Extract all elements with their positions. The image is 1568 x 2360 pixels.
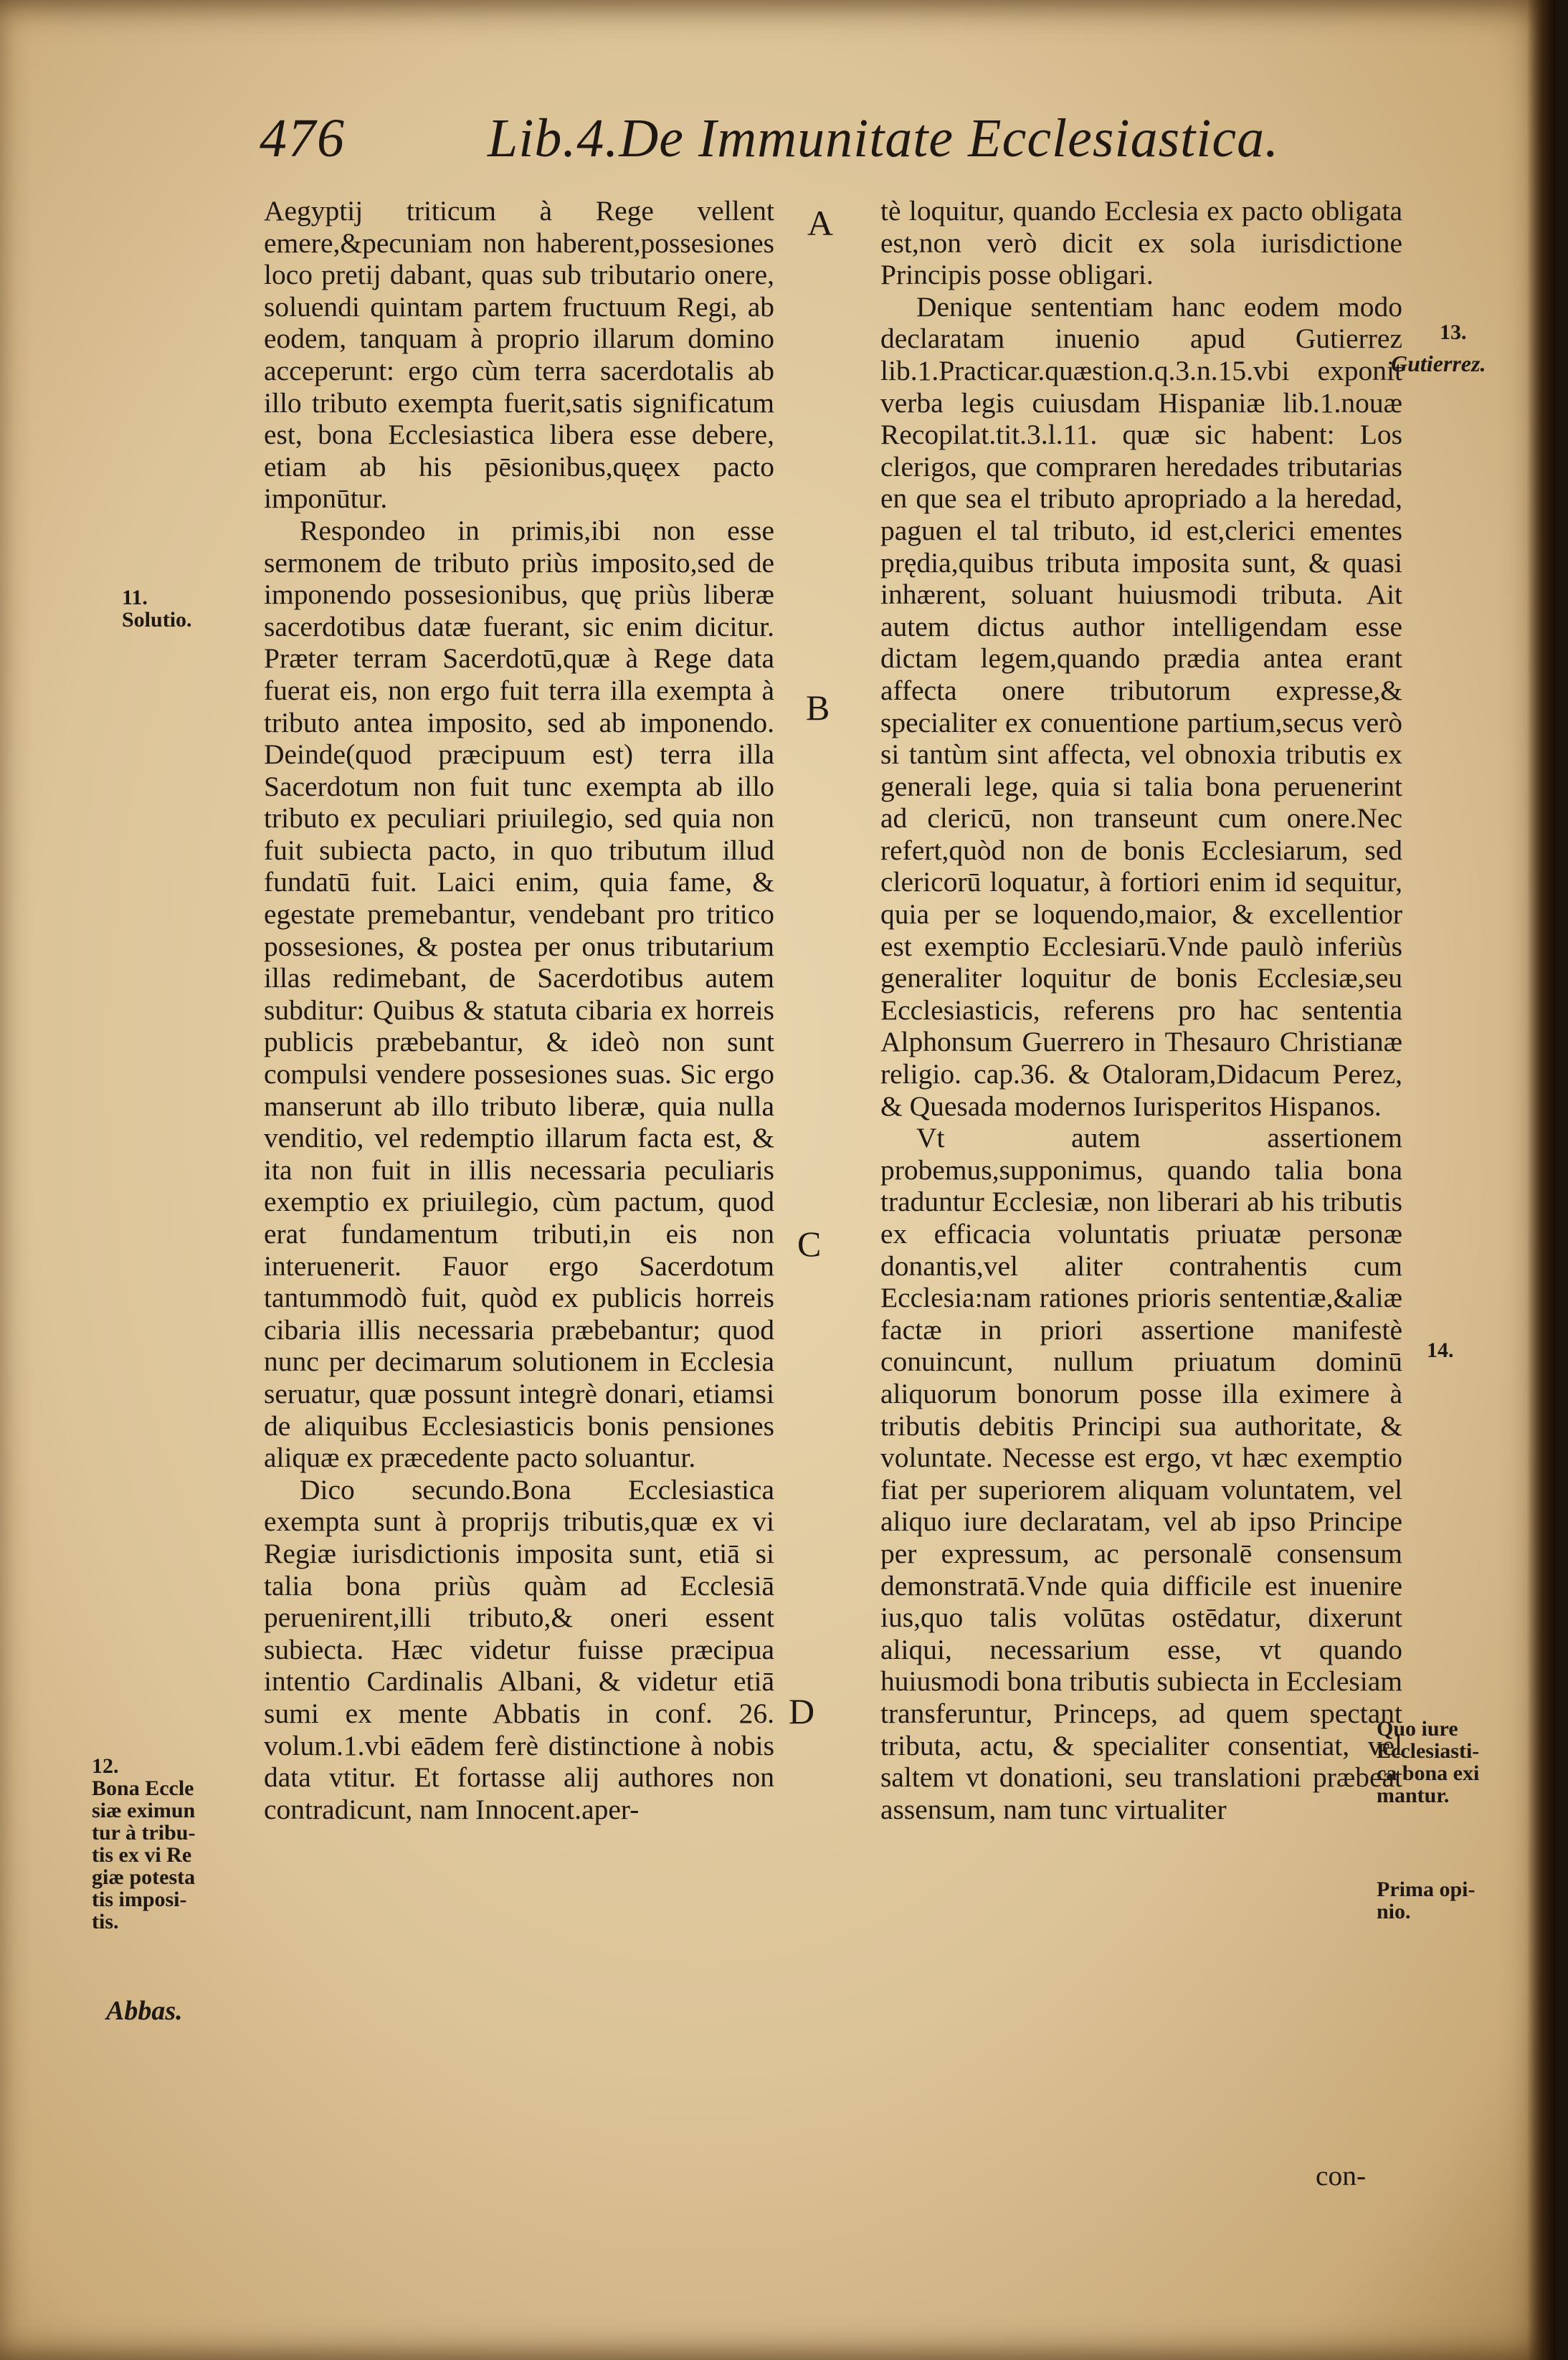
catchword: con- bbox=[1316, 2160, 1367, 2192]
section-letter-c: C bbox=[797, 1224, 822, 1264]
paragraph: Aegyptij triticum à Rege vellent emere,&pecuniam non haberent,possesiones loco pretij dabant, quas sub tributario onere, soluendi quintam partem fructuum Regi, ab eodem, tanquam à proprio illarum domino acceperunt: ergo cùm terra sacerdotalis ab illo tributo exempta fuerit,satis significatum est, bona Ecclesiastica libera esse debere, etiam ab his pēsionibus,quęex pacto imponūtur. bbox=[264, 195, 774, 515]
page-number: 476 bbox=[260, 108, 346, 168]
margin-note-13: 13. bbox=[1440, 320, 1467, 344]
section-letter-b: B bbox=[806, 687, 830, 728]
margin-note-abbas: Abbas. bbox=[106, 1996, 183, 2026]
margin-note-12: 12. Bona Eccle siæ eximun tur à tribu- tis ex vi Re giæ potesta tis imposi- tis. bbox=[92, 1754, 196, 1933]
paragraph: Dico secundo.Bona Ecclesiastica exempta sunt à proprijs tributis,quæ ex vi Regiæ iurisdictionis imposita sunt, etiā si talia bona priùs quàm ad Ecclesiā peruenirent,illi tributo,& oneri essent subiecta. Hæc videtur fuisse præcipua intentio Cardinalis Albani, & videtur etiā sumi ex mente Abbatis in conf. 26. volum.1.vbi eādem ferè distinctione à nobis data vtitur. Et fortasse alij authores non contradicunt, nam Innocent.aper- bbox=[264, 1473, 774, 1825]
margin-note-14: 14. bbox=[1427, 1338, 1454, 1362]
section-letter-a: A bbox=[807, 203, 834, 243]
page-edge-shadow bbox=[1527, 0, 1556, 2360]
section-letter-d: D bbox=[789, 1691, 815, 1731]
running-title: Lib.4.De Immunitate Ecclesiastica. bbox=[488, 108, 1280, 168]
paragraph: tè loquitur, quando Ecclesia ex pacto obligata est,non verò dicit ex sola iurisdictione Principis posse obligari. bbox=[880, 195, 1402, 291]
margin-note-quo-iure: Quo iure Ecclesiasti- ca bona exi mantur. bbox=[1377, 1717, 1480, 1807]
margin-note-prima-opinio: Prima opi- nio. bbox=[1377, 1878, 1476, 1923]
left-text-column bbox=[264, 195, 774, 1825]
paragraph: Respondeo in primis,ibi non esse sermonem de tributo priùs imposito,sed de imponendo possesionibus, quę priùs liberæ sacerdotibus datæ fuerant, sic enim dicitur. Præter terram Sacerdotū,quæ à Rege data fuerat eis, non ergo fuit terra illa exempta à tributo antea imposito, sed ab imponendo. Deinde(quod præcipuum est) terra illa Sacerdotum non fuit tunc exempta ab illo tributo ex peculiari priuilegio, sed quia non fuit subiecta pacto, in quo tributum illud fundatū fuit. Laici enim, quia fame, & egestate premebantur, vendebant pro tritico possesiones, & postea per onus tributarium illas redimebant, de Sacerdotibus autem subditur: Quibus & statuta cibaria ex horreis publicis præbebantur, & ideò non sunt compulsi vendere possesiones suas. Sic ergo manserunt ab illo tributo liberæ, quia nulla venditio, vel redemptio illarum facta est, & ita non fuit in illis necessaria peculiaris exemptio ex priuilegio, cùm pactum, quod erat fundamentum tributi,in eis non interuenerit. Fauor ergo Sacerdotum tantummodò fuit, quòd ex publicis horreis cibaria illis necessaria præbebantur; quod nunc per decimarum solutionem in Ecclesia seruatur, quæ possunt integrè donari, etiamsi de aliquibus Ecclesiasticis bonis pensiones aliquæ ex præcedente pacto soluantur. bbox=[264, 514, 774, 1474]
paragraph: Vt autem assertionem probemus,supponimus, quando talia bona traduntur Ecclesiæ, non liberari ab his tributis ex efficacia voluntatis priuatæ personæ donantis,vel aliter contrahentis cum Ecclesia:nam rationes prioris sententiæ,&aliæ factæ in priori assertione manifestè conuincunt, nullum priuatum dominū aliquorum bonorum posse illa eximere à tributis debitis Principi sua authoritate, & voluntate. Necesse est ergo, vt hæc exemptio fiat per superiorem aliquam voluntatem, vel aliquo iure declaratam, vel ab ipso Principe per expressum, ac personalē consensum demonstratā.Vnde quia difficile est inuenire ius,quo talis volūtas ostēdatur, dixerunt aliqui, necessarium esse, vt quando huiusmodi bona tributis subiecta in Ecclesiam transferuntur, Princeps, ad quem spectant tributa, actu, & specialiter consentiat, vel saltem vt donationi, seu translationi præbeat assensum, nam tunc virtualiter bbox=[880, 1122, 1402, 1825]
margin-note-gutierrez: Gutierrez. bbox=[1391, 351, 1486, 376]
page-header bbox=[0, 108, 1506, 179]
margin-note-11: 11. Solutio. bbox=[122, 586, 192, 632]
paragraph: Denique sententiam hanc eodem modo declaratam inuenio apud Gutierrez lib.1.Practicar.quæstion.q.3.n.15.vbi exponit verba legis cuiusdam Hispaniæ lib.1.nouæ Recopilat.tit.3.l.11. quæ sic habent: Los clerigos, que compraren heredades tributarias en que sea el tributo apropriado a la heredad, paguen el tal tributo, id est,clerici ementes prędia,quibus tributa imposita sunt, & quasi inhærent, soluant huiusmodi tributa. Ait autem dictus author intelligendam esse dictam legem,quando prædia antea erant affecta onere tributorum expresse,& specialiter ex conuentione partium,secus verò si tantùm sint affecta, vel obnoxia tributis ex generali lege, quia si talia bona peruenerint ad clericū, non transeunt cum onere.Nec refert,quòd non de bonis Ecclesiarum, sed clericorū loquatur, à fortiori enim id sequitur, quia per se loquendo,maior, & excellentior est exemptio Ecclesiarū.Vnde paulò inferiùs generaliter loquitur de bonis Ecclesiæ,seu Ecclesiasticis, referens pro hac sententia Alphonsum Guerrero in Thesauro Christianæ religio. cap.36. & Otaloram,Didacum Perez, & Quesada modernos Iurisperitos Hispanos. bbox=[880, 290, 1402, 1122]
right-text-column bbox=[880, 195, 1402, 1825]
